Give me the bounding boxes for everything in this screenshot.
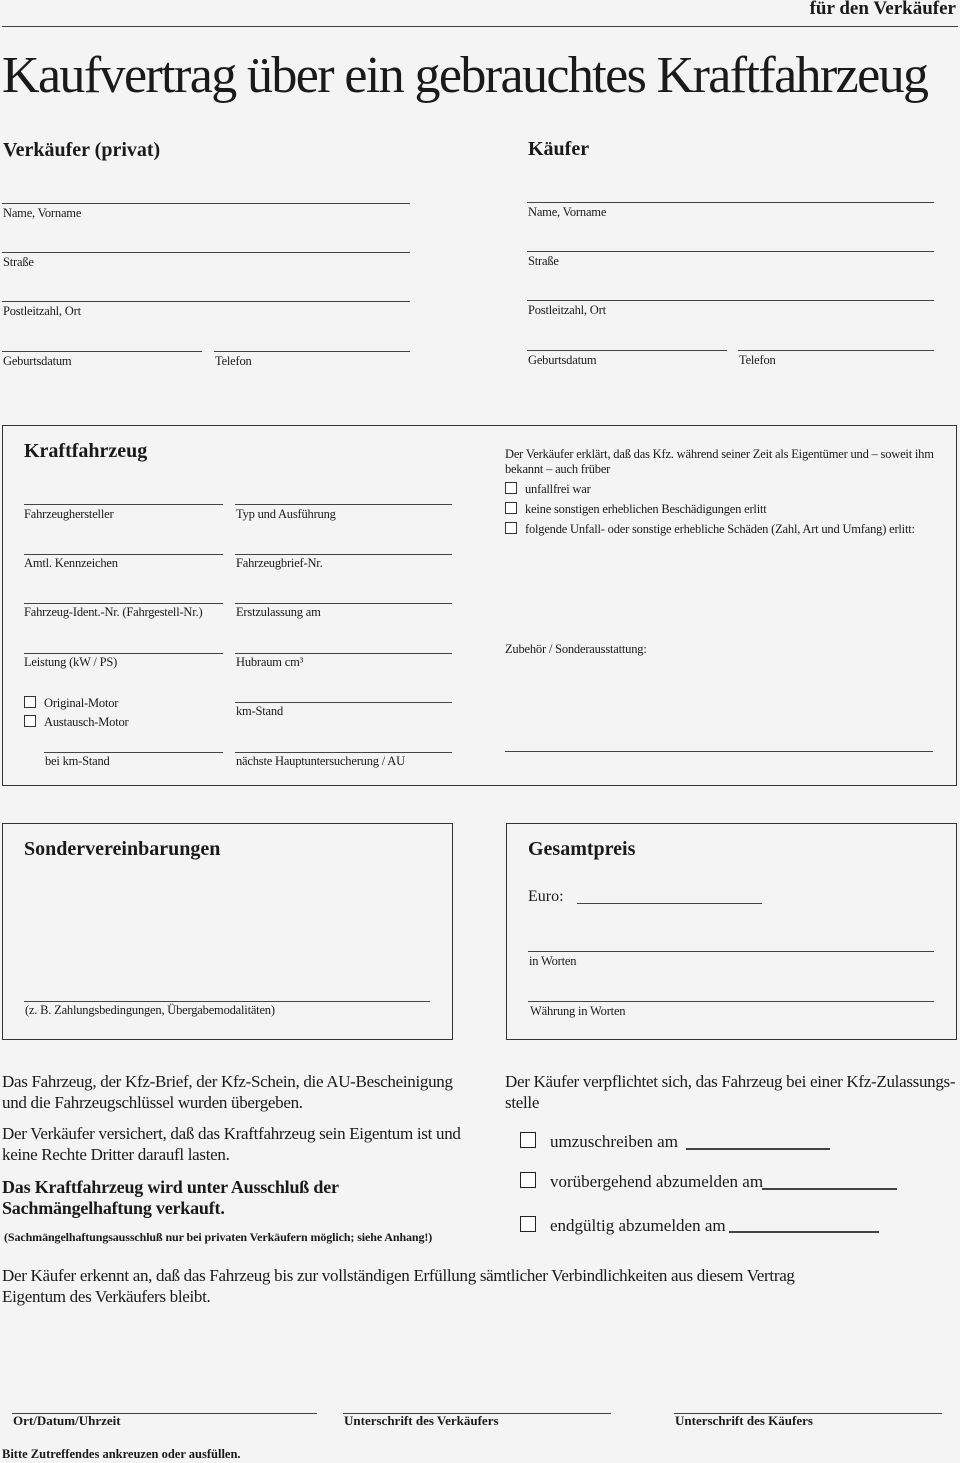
temp-deregister-option[interactable] <box>520 1172 763 1192</box>
final-deregister-checkbox[interactable] <box>520 1216 536 1232</box>
page-title: Kaufvertrag über ein gebrauchtes Kraftfahrzeug <box>2 47 928 104</box>
footer-note: Bitte Zutreffendes ankreuzen oder ausfüllen. <box>2 1447 241 1461</box>
reregister-checkbox[interactable] <box>520 1132 536 1148</box>
damage-label: folgende Unfall- oder sonstige erhebliche Schäden (Zahl, Art und Umfang) erlitt: <box>525 522 915 536</box>
displacement-label: Hubraum cm³ <box>236 655 304 669</box>
buyer-name-label: Name, Vorname <box>528 205 607 219</box>
seller-birth-label: Geburtsdatum <box>3 354 72 368</box>
seller-zip-label: Postleitzahl, Ort <box>3 304 81 318</box>
seller-zip-line[interactable] <box>2 301 410 302</box>
seller-signature-label: Unterschrift des Verkäufers <box>344 1413 499 1428</box>
manufacturer-label: Fahrzeughersteller <box>24 507 114 521</box>
type-label: Typ und Ausführung <box>236 507 336 521</box>
exchange-engine-checkbox[interactable] <box>24 715 36 727</box>
special-heading: Sondervereinbarungen <box>24 838 221 860</box>
no-damage-checkbox[interactable] <box>505 502 517 514</box>
euro-line[interactable] <box>577 903 762 904</box>
accessories-label: Zubehör / Sonderausstattung: <box>505 642 647 656</box>
no-damage-option[interactable] <box>505 502 767 517</box>
reregister-label: umzuschreiben am <box>550 1132 678 1151</box>
header-rule <box>2 26 958 27</box>
copy-label: für den Verkäufer <box>809 0 956 19</box>
at-km-line[interactable] <box>44 752 223 753</box>
accident-free-label: unfallfrei war <box>525 482 591 496</box>
seller-birth-line[interactable] <box>2 351 202 352</box>
buyer-street-label: Straße <box>528 254 559 268</box>
buyer-heading: Käufer <box>528 138 590 160</box>
first-reg-line[interactable] <box>235 603 452 604</box>
accident-free-option[interactable] <box>505 482 591 497</box>
seller-heading: Verkäufer (privat) <box>3 139 161 161</box>
accident-free-checkbox[interactable] <box>505 482 517 494</box>
reregister-date-line[interactable] <box>686 1148 830 1150</box>
buyer-zip-label: Postleitzahl, Ort <box>528 303 606 317</box>
type-line[interactable] <box>235 504 452 505</box>
first-reg-label: Erstzulassung am <box>236 605 321 619</box>
km-label: km-Stand <box>236 704 284 718</box>
no-damage-label: keine sonstigen erheblichen Beschädigungen erlitt <box>525 502 767 516</box>
registration-doc-line[interactable] <box>235 554 452 555</box>
buyer-phone-line[interactable] <box>738 350 934 351</box>
power-line[interactable] <box>24 653 223 654</box>
vehicle-declaration: Der Verkäufer erklärt, daß das Kfz. während seiner Zeit als Eigentümer und – soweit ihm bekannt – auch früber <box>505 447 934 476</box>
at-km-label: bei km-Stand <box>45 754 110 768</box>
original-engine-label: Original-Motor <box>44 696 119 710</box>
exclusion-note: (Sachmängelhaftungsausschluß nur bei privaten Verkäufern möglich; siehe Anhang!) <box>4 1230 433 1244</box>
displacement-line[interactable] <box>235 653 452 654</box>
next-inspection-line[interactable] <box>235 752 452 753</box>
seller-name-label: Name, Vorname <box>3 206 82 220</box>
currency-words-line[interactable] <box>528 1001 934 1002</box>
temp-deregister-checkbox[interactable] <box>520 1172 536 1188</box>
retention-text: Der Käufer erkennt an, daß das Fahrzeug bis zur vollständigen Erfüllung sämtlicher Verbindlichkeiten aus diesem Vertrag Eigentum des Verkäufers bleibt. <box>2 1266 795 1306</box>
temp-deregister-date-line[interactable] <box>762 1188 897 1190</box>
buyer-name-line[interactable] <box>527 202 934 203</box>
price-heading: Gesamtpreis <box>528 838 636 860</box>
km-line[interactable] <box>235 702 452 703</box>
power-label: Leistung (kW / PS) <box>24 655 118 669</box>
special-hint: (z. B. Zahlungsbedingungen, Übergabemodalitäten) <box>25 1003 275 1017</box>
seller-phone-line[interactable] <box>214 351 410 352</box>
damage-checkbox[interactable] <box>505 522 517 534</box>
exchange-engine-label: Austausch-Motor <box>44 715 129 729</box>
damage-option[interactable] <box>505 522 915 537</box>
words-label: in Worten <box>529 954 577 968</box>
final-deregister-option[interactable] <box>520 1216 726 1236</box>
euro-label: Euro: <box>528 888 564 905</box>
accessories-line[interactable] <box>505 751 933 752</box>
vin-label: Fahrzeug-Ident.-Nr. (Fahrgestell-Nr.) <box>24 605 203 619</box>
original-engine-checkbox[interactable] <box>24 696 36 708</box>
next-inspection-label: nächste Hauptuntersucherung / AU <box>236 754 405 768</box>
temp-deregister-label: vorübergehend abzumelden am <box>550 1172 764 1191</box>
reregister-option[interactable] <box>520 1132 678 1152</box>
exchange-engine-option[interactable] <box>24 715 129 730</box>
seller-name-line[interactable] <box>2 203 410 204</box>
final-deregister-date-line[interactable] <box>729 1231 879 1233</box>
vin-line[interactable] <box>24 603 223 604</box>
seller-phone-label: Telefon <box>215 354 252 368</box>
manufacturer-line[interactable] <box>24 504 223 505</box>
buyer-birth-line[interactable] <box>527 350 727 351</box>
currency-words-label: Währung in Worten <box>530 1004 626 1018</box>
place-date-label: Ort/Datum/Uhrzeit <box>13 1413 121 1428</box>
special-line[interactable] <box>24 1001 430 1002</box>
handover-text: Das Fahrzeug, der Kfz-Brief, der Kfz-Schein, die AU-Bescheinigung und die Fahrzeugschlüssel wurden übergeben. <box>2 1072 453 1112</box>
plate-line[interactable] <box>24 554 223 555</box>
ownership-text: Der Verkäufer versichert, daß das Kraftfahrzeug sein Eigentum ist und keine Rechte Dritter daraufl lasten. <box>2 1124 461 1164</box>
words-line[interactable] <box>528 951 934 952</box>
vehicle-heading: Kraftfahrzeug <box>24 440 148 462</box>
buyer-zip-line[interactable] <box>527 300 934 301</box>
original-engine-option[interactable] <box>24 696 118 711</box>
buyer-birth-label: Geburtsdatum <box>528 353 597 367</box>
buyer-phone-label: Telefon <box>739 353 776 367</box>
plate-label: Amtl. Kennzeichen <box>24 556 118 570</box>
final-deregister-label: endgültig abzumelden am <box>550 1216 726 1235</box>
buyer-signature-label: Unterschrift des Käufers <box>675 1413 813 1428</box>
registration-doc-label: Fahrzeugbrief-Nr. <box>236 556 323 570</box>
buyer-street-line[interactable] <box>527 251 934 252</box>
seller-street-label: Straße <box>3 255 34 269</box>
buyer-obligation-text: Der Käufer verpflichtet sich, das Fahrzeug bei einer Kfz-Zulassungs-stelle <box>505 1072 956 1112</box>
seller-street-line[interactable] <box>2 252 410 253</box>
exclusion-text: Das Kraftfahrzeug wird unter Ausschluß der Sachmängelhaftung verkauft. <box>2 1177 339 1218</box>
